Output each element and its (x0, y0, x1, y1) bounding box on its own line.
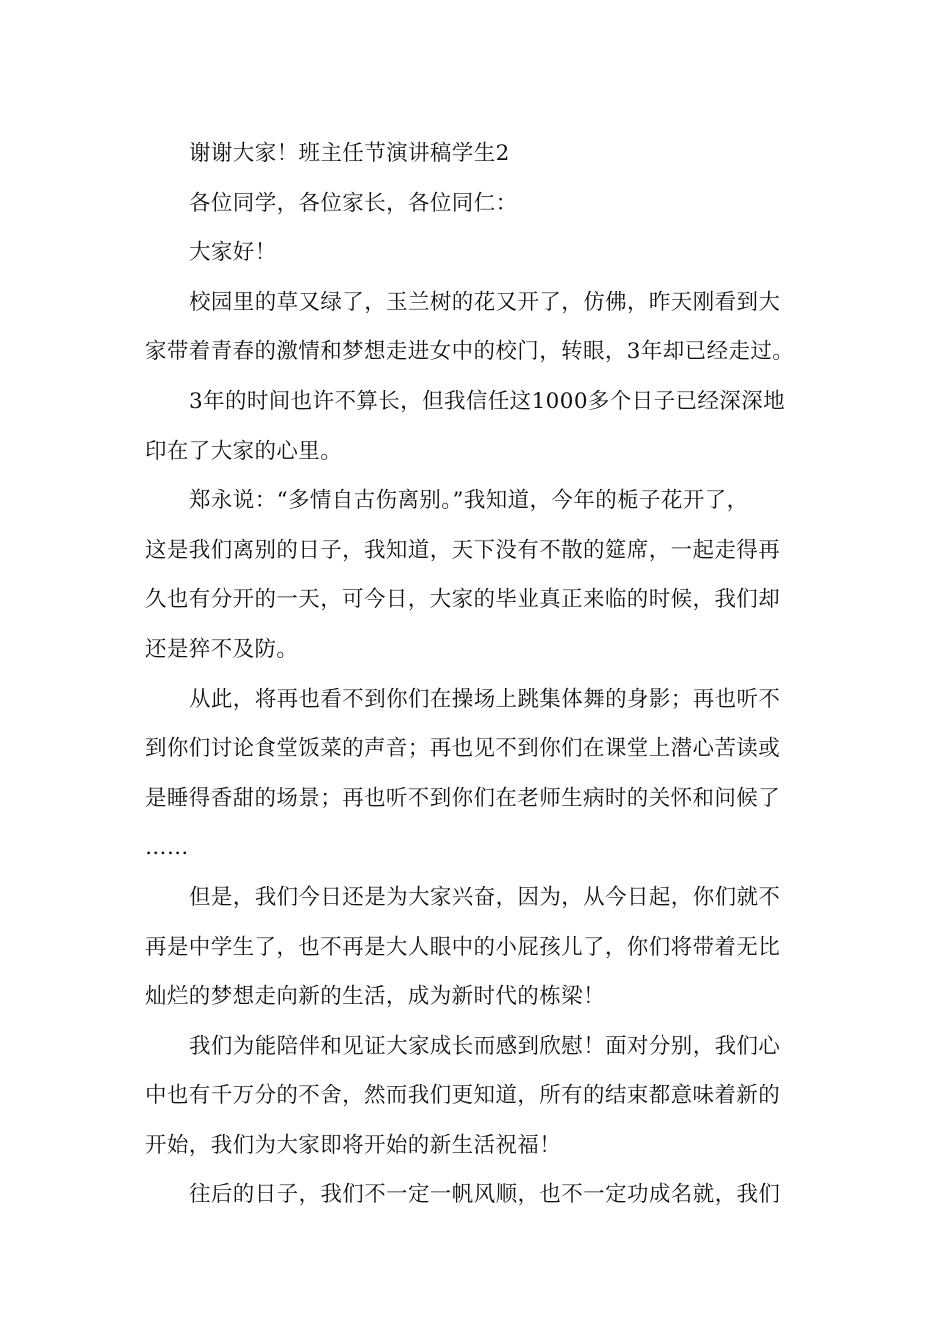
paragraph-7-line-1: 从此，将再也看不到你们在操场上跳集体舞的身影；再也听不 (189, 686, 781, 712)
paragraph-5-line-2: 印在了大家的心里。 (145, 438, 343, 464)
paragraph-6-line-4: 还是猝不及防。 (145, 636, 299, 662)
paragraph-9 (145, 1022, 807, 1171)
paragraph-7 (145, 675, 807, 873)
paragraph-7-line-4: …… (145, 835, 189, 861)
paragraph-6 (145, 476, 807, 674)
paragraph-5-line-1: 3年的时间也许不算长，但我信任这1000多个日子已经深深地 (189, 388, 785, 414)
paragraph-6-line-3: 久也有分开的一天，可今日，大家的毕业真正来临的时候，我们却 (145, 587, 781, 613)
paragraph-10-line-1: 往后的日子，我们不一定一帆风顺，也不一定功成名就，我们 (189, 1182, 781, 1208)
paragraph-3 (145, 228, 807, 278)
paragraph-8-line-3: 灿烂的梦想走向新的生活，成为新时代的栋梁！ (145, 984, 605, 1010)
paragraph-3-line-1: 大家好！ (189, 240, 277, 266)
paragraph-6-line-1: 郑永说：“多情自古伤离别。”我知道，今年的栀子花开了， (189, 488, 749, 514)
paragraph-4-line-2: 家带着青春的激情和梦想走进女中的校门，转眼，3年却已经走过。 (145, 339, 795, 365)
paragraph-5 (145, 377, 807, 476)
paragraph-9-line-3: 开始，我们为大家即将开始的新生活祝福！ (145, 1132, 562, 1158)
document-body (145, 129, 807, 1220)
paragraph-10 (145, 1170, 807, 1220)
paragraph-7-line-2: 到你们讨论食堂饭菜的声音；再也见不到你们在课堂上潜心苦读或 (145, 736, 781, 762)
paragraph-2 (145, 179, 807, 229)
paragraph-9-line-2: 中也有千万分的不舍，然而我们更知道，所有的结束都意味着新的 (145, 1083, 781, 1109)
paragraph-8 (145, 873, 807, 1022)
paragraph-4 (145, 278, 807, 377)
paragraph-9-line-1: 我们为能陪伴和见证大家成长而感到欣慰！面对分别，我们心 (189, 1033, 781, 1059)
paragraph-1-line-1: 谢谢大家！班主任节演讲稿学生2 (189, 141, 510, 166)
paragraph-8-line-1: 但是，我们今日还是为大家兴奋，因为，从今日起，你们就不 (189, 884, 781, 910)
paragraph-8-line-2: 再是中学生了，也不再是大人眼中的小屁孩儿了，你们将带着无比 (145, 934, 781, 960)
paragraph-4-line-1: 校园里的草又绿了，玉兰树的花又开了，仿佛，昨天刚看到大 (189, 289, 781, 315)
paragraph-2-line-1: 各位同学，各位家长，各位同仁： (189, 190, 518, 216)
paragraph-7-line-3: 是睡得香甜的场景；再也听不到你们在老师生病时的关怀和问候了 (145, 785, 781, 811)
paragraph-1 (145, 129, 807, 179)
paragraph-6-line-2: 这是我们离别的日子，我知道，天下没有不散的筵席，一起走得再 (145, 537, 781, 563)
